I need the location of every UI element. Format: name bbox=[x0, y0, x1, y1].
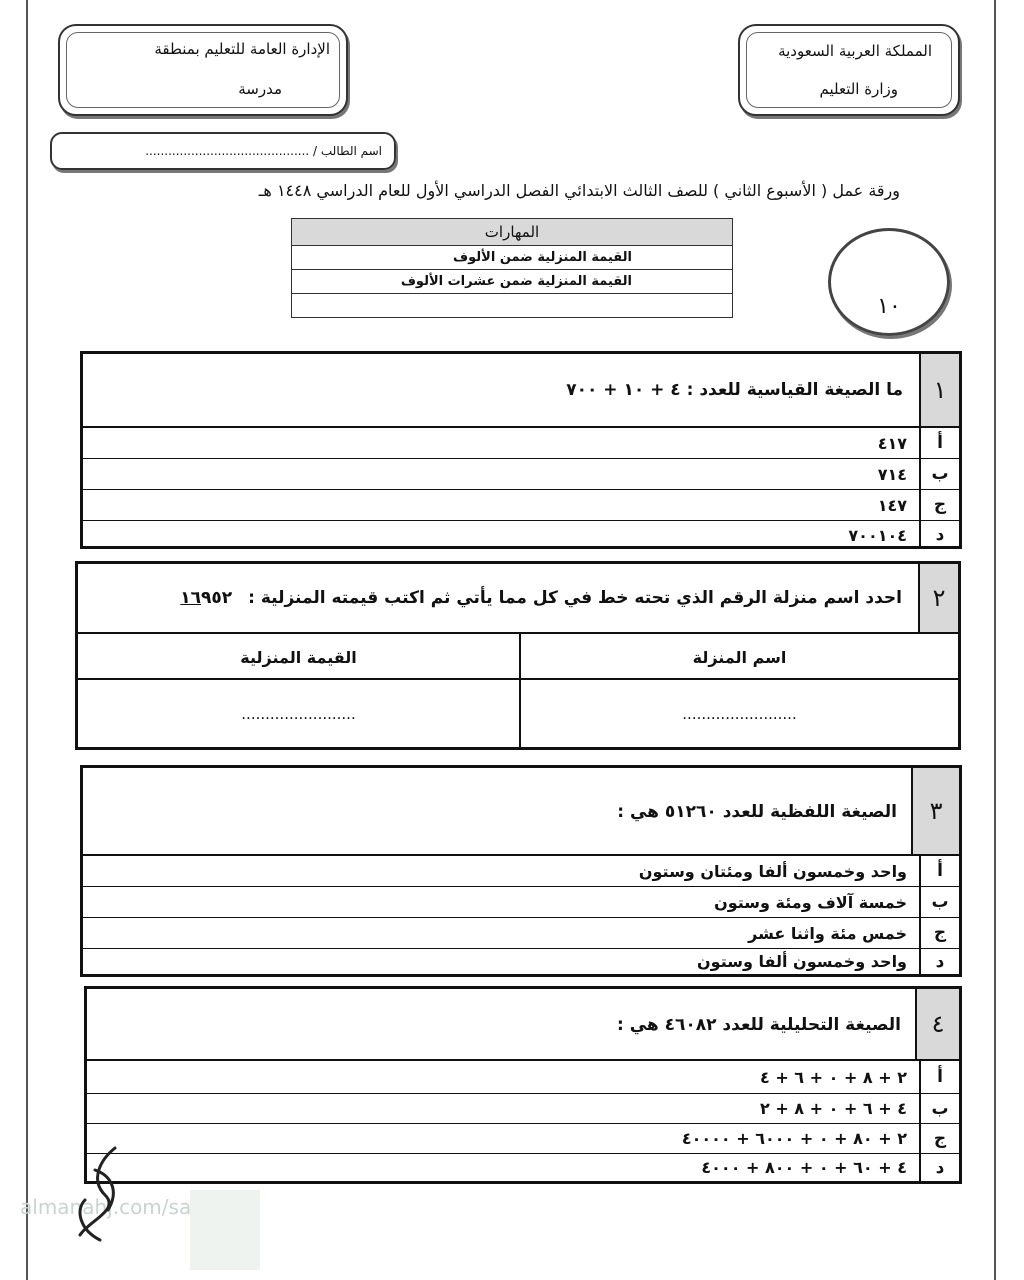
question-4 bbox=[84, 986, 962, 1184]
option-text: خمس مئة واثنا عشر bbox=[748, 923, 907, 943]
option-text: ٧١٤ bbox=[877, 464, 907, 484]
question-prompt: ما الصيغة القياسية للعدد : ٤ + ١٠ + ٧٠٠ bbox=[566, 380, 903, 400]
worksheet-title: ورقة عمل ( الأسبوع الثاني ) للصف الثالث الابتدائي الفصل الدراسي الأول للعام الدراسي ١٤٤٨ هـ bbox=[258, 181, 900, 200]
student-name-field[interactable] bbox=[50, 132, 396, 170]
answer-table-header bbox=[78, 634, 958, 680]
grade-value: ١٠ bbox=[877, 294, 901, 319]
answer-option[interactable] bbox=[87, 1153, 959, 1181]
question-number: ٢ bbox=[918, 564, 958, 632]
question-1-header bbox=[83, 354, 959, 428]
option-letter: د bbox=[919, 1154, 959, 1181]
answer-option[interactable] bbox=[83, 856, 959, 886]
page-border-right bbox=[994, 0, 996, 1280]
option-text: ١٤٧ bbox=[877, 495, 907, 515]
question-number: ١ bbox=[919, 354, 959, 426]
option-text: ٤١٧ bbox=[877, 433, 907, 453]
question-4-header bbox=[87, 989, 959, 1061]
ministry-box bbox=[738, 24, 960, 116]
option-text: واحد وخمسون ألفا وستون bbox=[697, 952, 907, 971]
page-border-left bbox=[26, 0, 28, 1280]
option-text: ٢ + ٨ + ٠ + ٦ + ٤ bbox=[759, 1067, 907, 1087]
target-number bbox=[180, 588, 232, 608]
question-3-header bbox=[83, 768, 959, 856]
question-number: ٣ bbox=[911, 768, 959, 854]
option-letter: د bbox=[919, 949, 959, 974]
place-name-answer[interactable]: ........................ bbox=[682, 704, 797, 723]
skills-heading: المهارات bbox=[292, 219, 732, 245]
answer-option[interactable] bbox=[87, 1061, 959, 1093]
watermark-shape bbox=[190, 1190, 260, 1270]
option-letter: ج bbox=[919, 1124, 959, 1153]
answer-option[interactable] bbox=[83, 458, 959, 489]
option-text: ٤ + ٦ + ٠ + ٨ + ٢ bbox=[759, 1099, 907, 1118]
watermark-text: almanahj.com/sa bbox=[20, 1195, 192, 1219]
question-2 bbox=[75, 561, 961, 750]
option-letter: ب bbox=[919, 459, 959, 489]
student-name-label: اسم الطالب / ........................................... bbox=[145, 144, 382, 158]
col-place-value: القيمة المنزلية bbox=[240, 647, 357, 667]
school-label: مدرسة bbox=[238, 80, 282, 98]
answer-option[interactable] bbox=[83, 489, 959, 520]
directorate-label: الإدارة العامة للتعليم بمنطقة bbox=[154, 40, 330, 58]
answer-option[interactable] bbox=[83, 948, 959, 974]
option-letter: ب bbox=[919, 887, 959, 917]
skill-item: القيمة المنزلية ضمن الألوف bbox=[292, 245, 732, 269]
option-letter: أ bbox=[919, 856, 959, 886]
question-3 bbox=[80, 765, 962, 977]
option-text: واحد وخمسون ألفا ومئتان وستون bbox=[638, 861, 907, 881]
option-text: خمسة آلاف ومئة وستون bbox=[714, 892, 907, 912]
question-prompt bbox=[180, 588, 902, 608]
school-box bbox=[58, 24, 348, 116]
col-place-name: اسم المنزلة bbox=[692, 647, 787, 667]
answer-option[interactable] bbox=[83, 886, 959, 917]
place-value-answer[interactable]: ........................ bbox=[241, 704, 356, 723]
option-text: ٤ + ٦٠ + ٠ + ٨٠٠ + ٤٠٠٠ bbox=[701, 1158, 907, 1177]
question-2-header bbox=[78, 564, 958, 634]
option-text: ٢ + ٨٠ + ٠ + ٦٠٠٠ + ٤٠٠٠٠ bbox=[681, 1129, 907, 1148]
option-letter: د bbox=[919, 521, 959, 549]
skill-item: القيمة المنزلية ضمن عشرات الألوف bbox=[292, 269, 732, 293]
option-letter: أ bbox=[919, 428, 959, 458]
kingdom-label: المملكة العربية السعودية bbox=[778, 42, 932, 60]
underlined-digits: ١٦ bbox=[180, 588, 202, 608]
grade-circle bbox=[828, 228, 950, 336]
signature-icon bbox=[60, 1140, 140, 1250]
answer-option[interactable] bbox=[83, 428, 959, 458]
option-letter: أ bbox=[919, 1061, 959, 1093]
answer-option[interactable] bbox=[83, 917, 959, 948]
answer-option[interactable] bbox=[83, 520, 959, 549]
answer-option[interactable] bbox=[87, 1093, 959, 1123]
question-number: ٤ bbox=[915, 989, 959, 1059]
question-1 bbox=[80, 351, 962, 549]
option-letter: ب bbox=[919, 1094, 959, 1123]
option-letter: ج bbox=[919, 490, 959, 520]
answer-option[interactable] bbox=[87, 1123, 959, 1153]
skills-table bbox=[291, 218, 733, 318]
skill-item bbox=[292, 293, 732, 317]
question-prompt-text: احدد اسم منزلة الرقم الذي تحته خط في كل مما يأتي ثم اكتب قيمته المنزلية : bbox=[248, 588, 902, 608]
number-digits: ٩٥٢ bbox=[201, 588, 233, 608]
option-letter: ج bbox=[919, 918, 959, 948]
question-prompt: الصيغة اللفظية للعدد ٥١٢٦٠ هي : bbox=[617, 802, 897, 822]
option-text: ٧٠٠١٠٤ bbox=[848, 525, 907, 545]
question-prompt: الصيغة التحليلية للعدد ٤٦٠٨٢ هي : bbox=[616, 1015, 901, 1035]
ministry-label: وزارة التعليم bbox=[819, 80, 898, 98]
